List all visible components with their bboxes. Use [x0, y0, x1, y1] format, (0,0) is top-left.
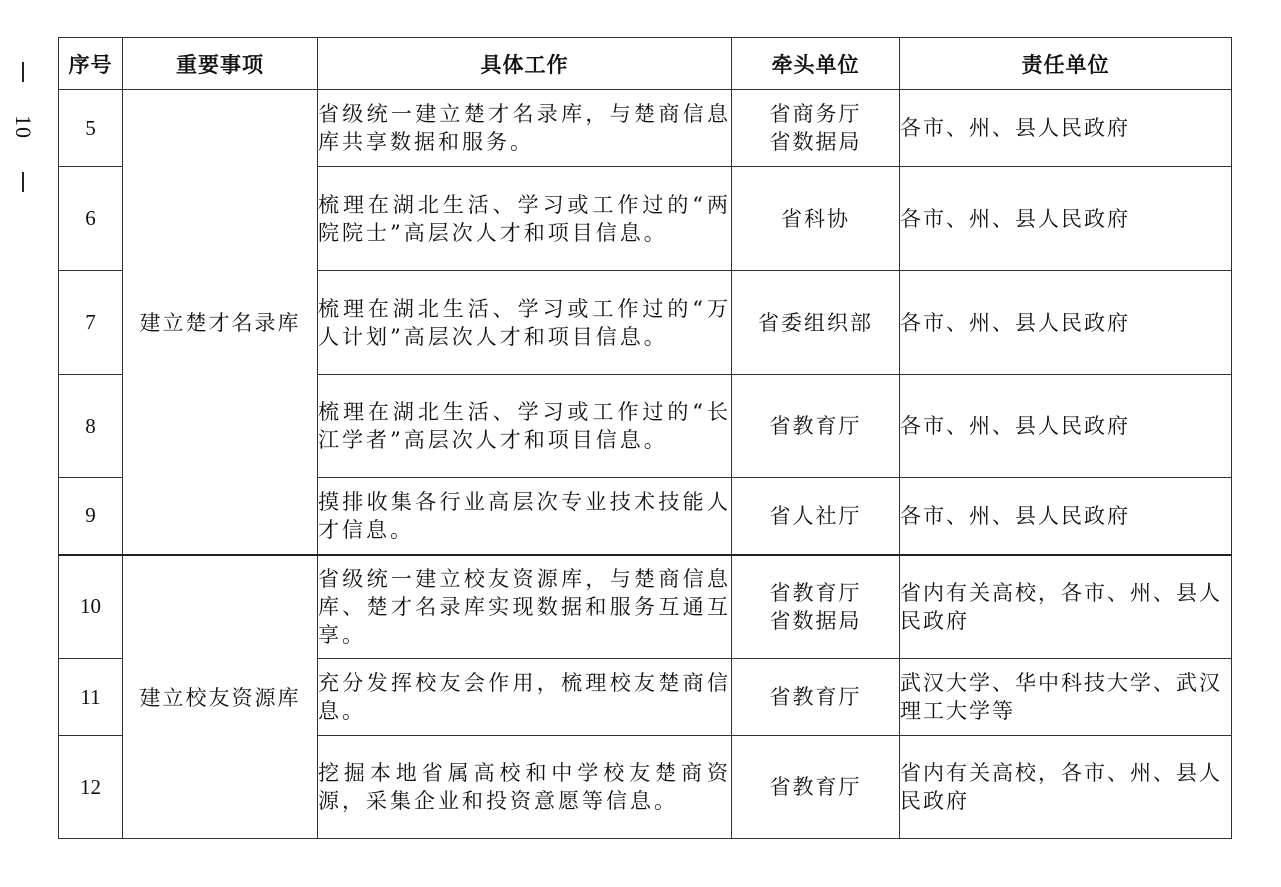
row-work: 梳理在湖北生活、学习或工作过的“长江学者”高层次人才和项目信息。	[318, 375, 732, 478]
row-lead	[732, 736, 900, 839]
row-lead	[732, 555, 900, 659]
row-lead	[732, 375, 900, 478]
row-seq: 5	[59, 90, 123, 167]
row-seq: 10	[59, 555, 123, 659]
row-work: 省级统一建立楚才名录库，与楚商信息库共享数据和服务。	[318, 90, 732, 167]
lead-unit: 省数据局	[769, 608, 862, 633]
row-resp: 省内有关高校，各市、州、县人民政府	[900, 555, 1232, 659]
row-lead	[732, 167, 900, 271]
page-number-dash-bottom	[22, 172, 24, 192]
lead-unit: 省商务厅	[769, 102, 862, 126]
page-number-value: 10	[11, 115, 36, 139]
header-row	[59, 38, 1232, 90]
lead-unit: 省委组织部	[758, 310, 873, 335]
row-work: 充分发挥校友会作用，梳理校友楚商信息。	[318, 659, 732, 736]
row-work: 梳理在湖北生活、学习或工作过的“万人计划”高层次人才和项目信息。	[318, 271, 732, 375]
lead-unit: 省教育厅	[769, 414, 862, 438]
lead-unit: 省人社厅	[769, 503, 862, 528]
row-resp: 各市、州、县人民政府	[900, 271, 1232, 375]
row-seq: 6	[59, 167, 123, 271]
lead-unit: 省教育厅	[769, 580, 862, 605]
row-work: 梳理在湖北生活、学习或工作过的“两院院士”高层次人才和项目信息。	[318, 167, 732, 271]
header-item: 重要事项	[123, 38, 318, 90]
row-resp: 各市、州、县人民政府	[900, 90, 1232, 167]
header-lead: 牵头单位	[732, 38, 900, 90]
row-lead	[732, 271, 900, 375]
group-item-alumni-resources: 建立校友资源库	[123, 555, 318, 839]
row-resp: 省内有关高校，各市、州、县人民政府	[900, 736, 1232, 839]
lead-unit: 省教育厅	[769, 775, 862, 799]
lead-unit: 省数据局	[769, 130, 862, 154]
row-work: 省级统一建立校友资源库，与楚商信息库、楚才名录库实现数据和服务互通互享。	[318, 555, 732, 659]
row-lead	[732, 659, 900, 736]
row-work: 挖掘本地省属高校和中学校友楚商资源，采集企业和投资意愿等信息。	[318, 736, 732, 839]
row-work: 摸排收集各行业高层次专业技术技能人才信息。	[318, 478, 732, 555]
table-row	[59, 90, 1232, 167]
page-number	[12, 62, 34, 192]
row-resp: 各市、州、县人民政府	[900, 167, 1232, 271]
row-resp: 武汉大学、华中科技大学、武汉理工大学等	[900, 659, 1232, 736]
row-seq: 11	[59, 659, 123, 736]
row-resp: 各市、州、县人民政府	[900, 375, 1232, 478]
group-item-talent-directory: 建立楚才名录库	[123, 90, 318, 555]
row-resp: 各市、州、县人民政府	[900, 478, 1232, 555]
row-seq: 12	[59, 736, 123, 839]
row-lead	[732, 478, 900, 555]
table-row	[59, 555, 1232, 659]
header-work: 具体工作	[318, 38, 732, 90]
row-seq: 9	[59, 478, 123, 555]
tasks-table	[58, 37, 1232, 839]
lead-unit: 省教育厅	[769, 685, 862, 709]
row-seq: 8	[59, 375, 123, 478]
page-number-dash-top	[22, 62, 24, 82]
header-seq: 序号	[59, 38, 123, 90]
header-resp: 责任单位	[900, 38, 1232, 90]
row-seq: 7	[59, 271, 123, 375]
row-lead	[732, 90, 900, 167]
lead-unit: 省科协	[781, 206, 850, 231]
